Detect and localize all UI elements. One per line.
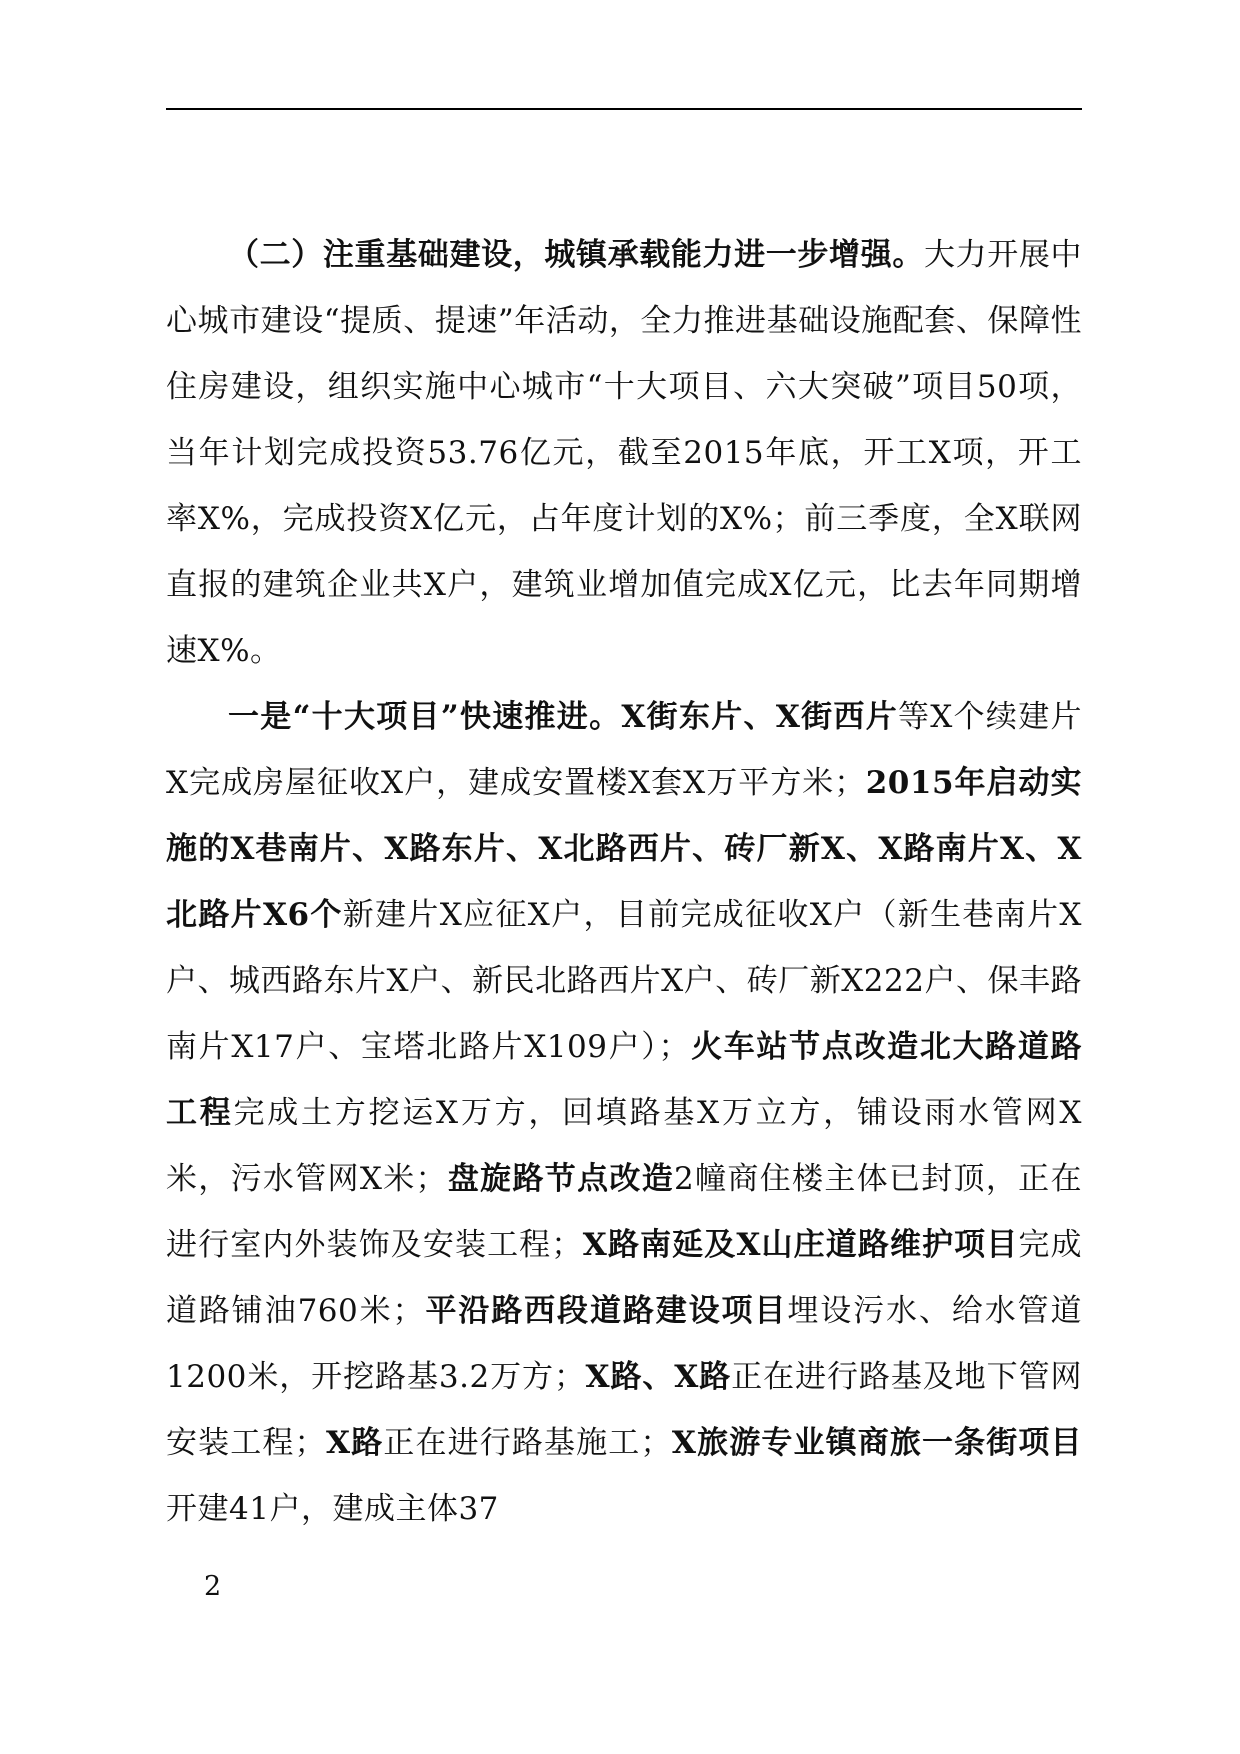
paragraph-infrastructure bbox=[166, 222, 1082, 684]
paragraph-text: 等X个续建片X完成房屋征收X户，建成安置楼X套X万平方米； bbox=[166, 699, 1083, 801]
header-rule bbox=[166, 108, 1082, 110]
page-number: 2 bbox=[204, 1571, 222, 1602]
emphasis-text: 火车站节点改造北大路道路工程 bbox=[166, 1029, 1082, 1131]
emphasis-text: X路、X路 bbox=[585, 1359, 732, 1395]
subsection-heading: 一是“十大项目”快速推进。X街东片、X街西片 bbox=[228, 699, 899, 735]
emphasis-text: 2015年启动实施的X巷南片、X路东片、X北路西片、砖厂新X、X路南片X、X北路片X6个 bbox=[166, 765, 1083, 933]
paragraph-text: 正在进行路基施工； bbox=[383, 1425, 672, 1461]
emphasis-text: X旅游专业镇商旅一条街项目 bbox=[671, 1425, 1082, 1461]
emphasis-text: X路 bbox=[326, 1425, 384, 1461]
emphasis-text: X路南延及X山庄道路维护项目 bbox=[582, 1227, 1019, 1263]
section-heading: （二）注重基础建设，城镇承载能力进一步增强。 bbox=[228, 237, 924, 273]
emphasis-text: 平沿路西段道路建设项目 bbox=[424, 1293, 788, 1329]
paragraph-text: 新建片X应征X户，目前完成征收X户（新生巷南片X户、城西路东片X户、新民北路西片X户、砖厂新X222户、保丰路南片X17户、宝塔北路片X109户）； bbox=[166, 897, 1082, 1065]
emphasis-text: 盘旋路节点改造 bbox=[447, 1161, 675, 1197]
paragraph-text: 完成土方挖运X万方，回填路基X万立方，铺设雨水管网X米，污水管网X米； bbox=[166, 1095, 1083, 1197]
paragraph-text: 开建41户，建成主体37 bbox=[166, 1491, 499, 1527]
paragraph-text: 埋设污水、给水管道1200米，开挖路基3.2万方； bbox=[166, 1293, 1083, 1395]
document-body bbox=[166, 222, 1082, 1542]
paragraph-text: 2幢商住楼主体已封顶，正在进行室内外装饰及安装工程； bbox=[166, 1161, 1082, 1263]
paragraph-text: 完成道路铺油760米； bbox=[166, 1227, 1083, 1329]
paragraph-text: 正在进行路基及地下管网安装工程； bbox=[166, 1359, 1082, 1461]
paragraph-text: 大力开展中心城市建设“提质、提速”年活动，全力推进基础设施配套、保障性住房建设，组织实施中心城市“十大项目、六大突破”项目50项，当年计划完成投资53.76亿元，截至2015年底，开工X项，开工率X%，完成投资X亿元，占年度计划的X%；前三季度，全X联网直报的建筑企业共X户，建筑业增加值完成X亿元，比去年同期增速X%。 bbox=[166, 237, 1083, 669]
paragraph-ten-projects bbox=[166, 684, 1082, 1542]
